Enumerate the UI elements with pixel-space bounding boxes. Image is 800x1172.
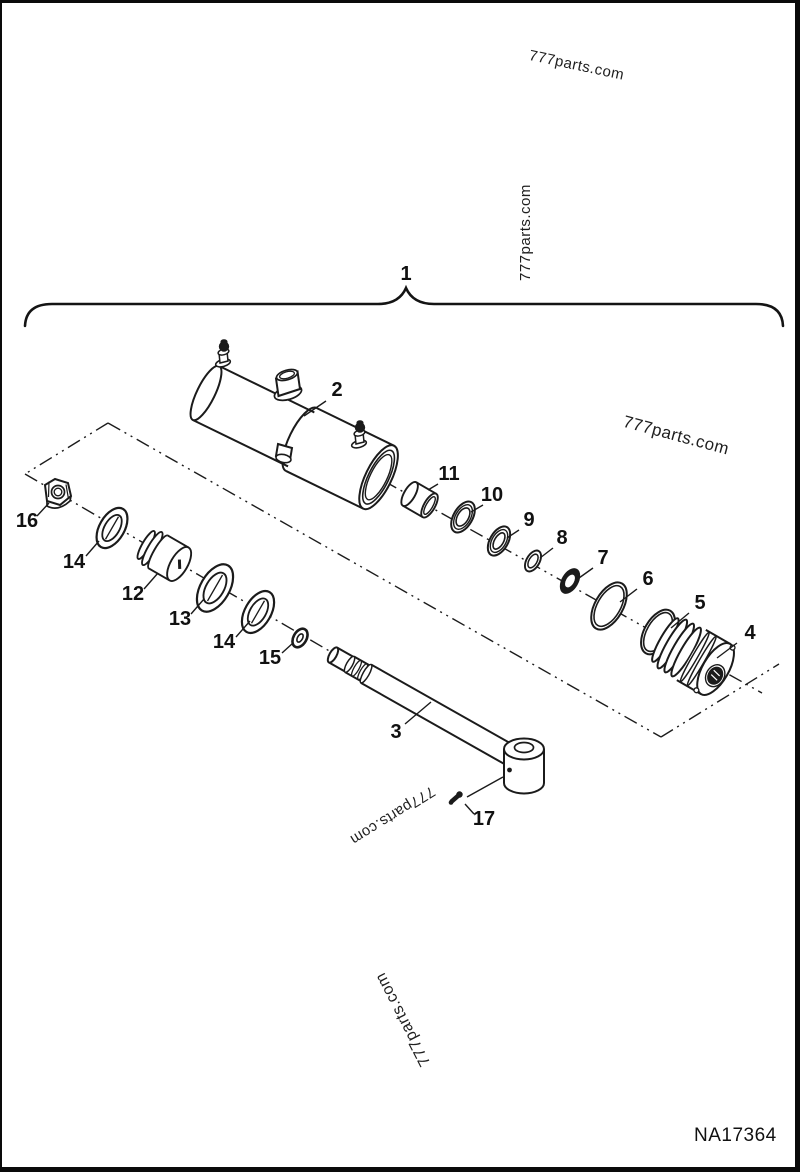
cylinder-body <box>183 340 406 514</box>
leader-17-to-eye <box>467 777 503 797</box>
callout-2: 2 <box>331 379 343 401</box>
callout-1: 1 <box>400 263 412 285</box>
cylinder-port-boss <box>273 367 303 403</box>
callout-5: 5 <box>694 592 706 614</box>
seal-ring-13 <box>189 558 240 618</box>
callout-14b: 14 <box>212 631 236 653</box>
bleed-fitting-rear <box>215 340 231 368</box>
leader-11 <box>428 484 438 490</box>
seal-ring-14a <box>90 503 134 554</box>
watermark-rod-area: 777parts.com <box>346 782 438 849</box>
callout-7: 7 <box>597 547 609 569</box>
watermark-mid-right: 777parts.com <box>621 412 732 459</box>
leader-8 <box>540 548 553 558</box>
callout-12: 12 <box>121 583 145 605</box>
watermark-top: 777parts.com <box>527 47 626 84</box>
callout-9: 9 <box>523 509 535 531</box>
callout-15: 15 <box>258 647 282 669</box>
assembly-brace <box>25 288 783 326</box>
grease-fitting-17 <box>449 791 463 805</box>
callout-14a: 14 <box>62 551 86 573</box>
callout-17: 17 <box>472 808 496 830</box>
ring-10 <box>446 498 479 537</box>
ring-9 <box>483 523 515 560</box>
callout-labels <box>16 263 757 830</box>
phantom-left-edge <box>25 423 108 474</box>
callout-10: 10 <box>480 484 504 506</box>
callout-3: 3 <box>390 721 402 743</box>
callout-13: 13 <box>168 608 192 630</box>
leader-14a <box>86 541 99 556</box>
drawing-number: NA17364 <box>694 1125 777 1146</box>
rod-eye-hub <box>504 739 544 794</box>
cylinder-bottom-boss <box>275 444 292 464</box>
leader-15 <box>282 643 293 653</box>
gland-12 <box>133 527 196 585</box>
watermark-upper-vertical: 777parts.com <box>517 184 534 281</box>
callout-16: 16 <box>15 510 39 532</box>
leader-12 <box>144 573 158 589</box>
o-ring-7 <box>556 565 583 596</box>
ring-8 <box>522 548 545 574</box>
watermark-bottom: 777parts.com <box>372 969 435 1069</box>
rod-3 <box>325 644 544 793</box>
callout-11: 11 <box>438 463 460 485</box>
ring-6 <box>584 576 634 635</box>
leader-16 <box>37 503 49 516</box>
callout-8: 8 <box>556 527 568 549</box>
callout-4: 4 <box>744 622 756 644</box>
leader-7 <box>579 568 593 578</box>
callout-6: 6 <box>642 568 654 590</box>
